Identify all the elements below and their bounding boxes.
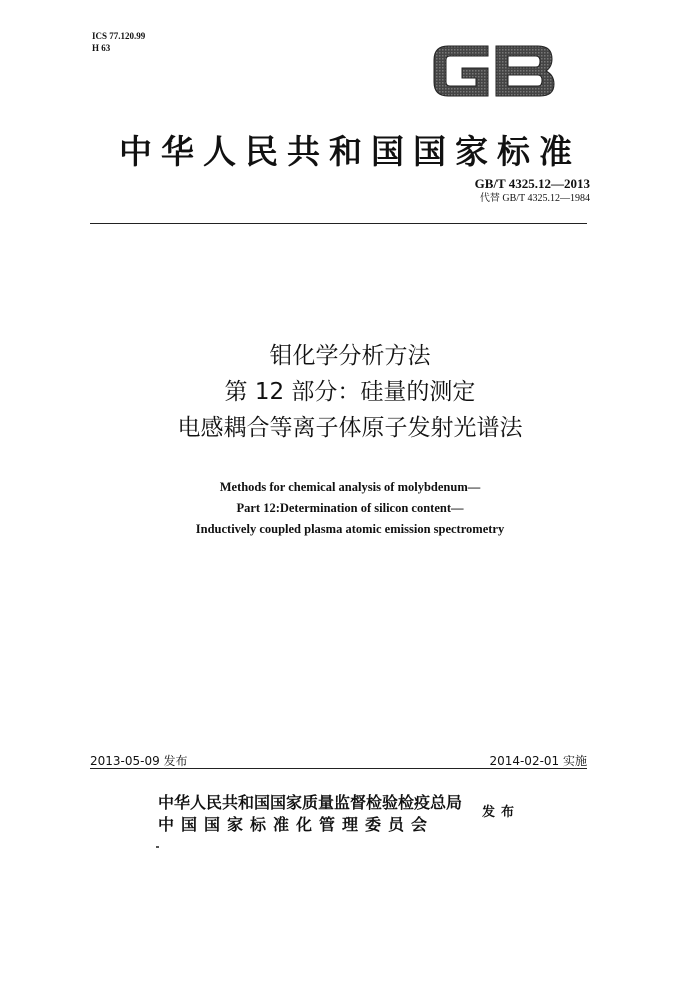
standard-number: GB/T 4325.12—2013 [474, 176, 590, 191]
chinese-title-line-3: 电感耦合等离子体原子发射光谱法 [177, 415, 523, 441]
ics-code: ICS 77.120.99 [92, 31, 146, 41]
publish-label: 发布 [482, 805, 521, 820]
chinese-title-line-2: 第 12 部分：硅量的测定 [224, 379, 476, 405]
english-title-line-1: Methods for chemical analysis of molybdenum— [219, 480, 481, 494]
issuing-authorities [158, 792, 462, 836]
chinese-title-line-1: 钼化学分析方法 [269, 343, 431, 369]
implementation-date: 2014-02-01 实施 [489, 754, 587, 768]
scan-mark [156, 846, 159, 848]
issuer-sac: 中国国家标准化管理委员会 [158, 815, 435, 834]
header-divider [90, 223, 587, 224]
replaces-standard: 代替 GB/T 4325.12—1984 [479, 193, 590, 204]
issue-date: 2013-05-09 发布 [90, 754, 188, 768]
standard-type-title: 中华人民共和国国家标准 [119, 132, 581, 171]
classification-codes [92, 30, 145, 54]
chinese-title [0, 338, 700, 446]
english-title-line-2: Part 12:Determination of silicon content— [236, 501, 464, 515]
english-title-line-3: Inductively coupled plasma atomic emission spectrometry [195, 522, 505, 536]
english-title [0, 477, 700, 540]
gb-logo-icon [430, 40, 558, 102]
issuer-aqsiq: 中华人民共和国国家质量监督检验检疫总局 [158, 793, 463, 812]
ccs-code: H 63 [92, 43, 111, 53]
footer-divider [90, 768, 587, 769]
standard-code-block [475, 176, 590, 205]
